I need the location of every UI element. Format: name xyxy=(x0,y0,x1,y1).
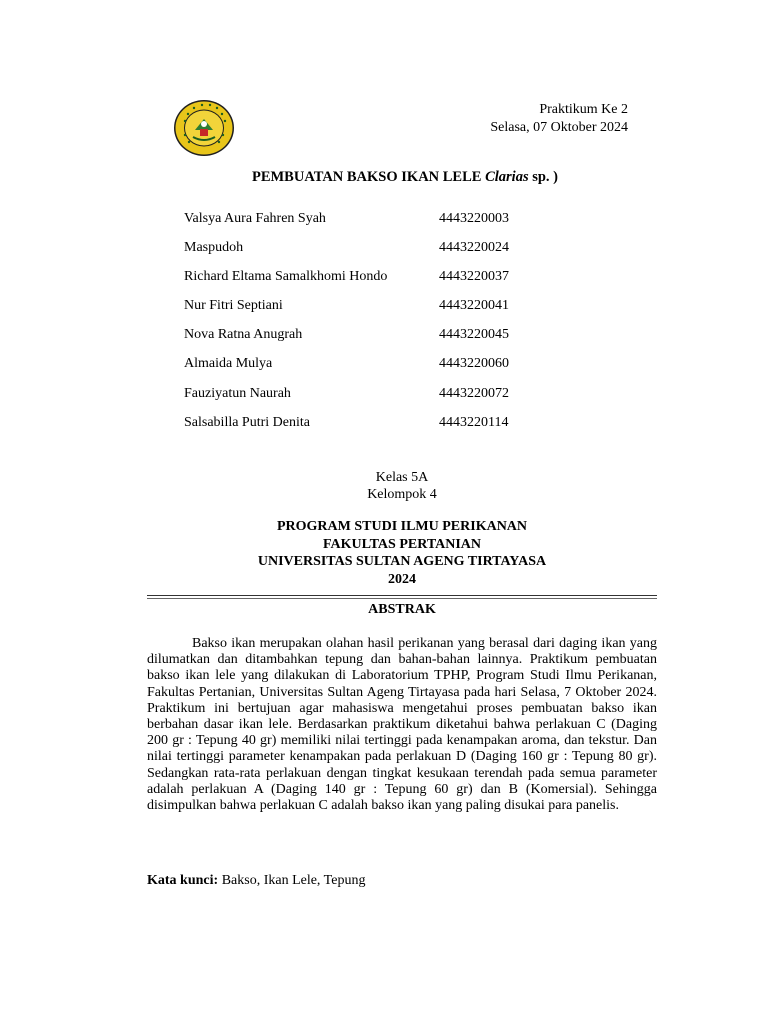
class-info xyxy=(0,469,768,503)
member-nim: 4443220037 xyxy=(439,269,509,285)
member-nim: 4443220045 xyxy=(439,327,509,343)
member-nim: 4443220024 xyxy=(439,240,509,256)
abstract-heading: ABSTRAK xyxy=(368,602,436,617)
title-species: Clarias xyxy=(485,169,529,185)
divider-top xyxy=(147,595,657,596)
institution-block xyxy=(0,518,768,588)
practicum-date: Selasa, 07 Oktober 2024 xyxy=(490,120,628,135)
member-name: Nur Fitri Septiani xyxy=(184,298,283,314)
program-name: PROGRAM STUDI ILMU PERIKANAN xyxy=(276,519,528,534)
university-name: UNIVERSITAS SULTAN AGENG TIRTAYASA xyxy=(257,554,547,569)
member-name: Almaida Mulya xyxy=(184,356,273,372)
abstract-text: Bakso ikan merupakan olahan hasil perikanan yang berasal dari daging ikan yang dilumatkan dan ditambahkan tepung dan bahan-bahan lainnya. Praktikum pembuatan bakso ikan lele yang dilakukan di Laboratorium TPHP, Program Studi Ilmu Perikanan, Fakultas Pertanian, Universitas Sultan Ageng Tirtayasa pada hari Selasa, 7 Oktober 2024. Praktikum ini bertujuan agar mahasiswa mengetahui proses pembuatan bakso ikan berbahan dasar ikan lele. Berdasarkan praktikum diketahui bahwa perlakuan C (Daging 200 gr : Tepung 40 gr) memiliki nilai tertinggi pada kenampakan aroma, dan tekstur. Dan nilai tertinggi parameter kenampakan pada perlakuan D (Daging 160 gr : Tepung 80 gr). Sedangkan rata-rata perlakuan dengan tingkat kesukaan terendah pada semua parameter adalah perlakuan A (Daging 140 gr : Tepung 60 gr) dan B (Komersial). Sehingga disimpulkan bahwa perlakuan C adalah bakso ikan yang paling disukai para panelis. xyxy=(147,636,657,814)
member-nim: 4443220060 xyxy=(439,356,509,372)
member-name: Fauziyatun Naurah xyxy=(184,385,291,401)
keywords-value: Bakso, Ikan Lele, Tepung xyxy=(218,873,366,888)
keywords-line xyxy=(147,873,365,889)
member-nim: 4443220114 xyxy=(439,414,509,430)
practicum-header xyxy=(490,101,628,137)
keywords-label: Kata kunci: xyxy=(147,873,219,888)
class-label: Kelas 5A xyxy=(375,470,429,485)
title-main: PEMBUATAN BAKSO IKAN LELE xyxy=(251,169,486,185)
member-nim: 4443220003 xyxy=(439,211,509,226)
practicum-number: Praktikum Ke 2 xyxy=(539,102,628,117)
year-label: 2024 xyxy=(388,571,416,587)
faculty-name: FAKULTAS PERTANIAN xyxy=(322,536,482,552)
member-name: Valsya Aura Fahren Syah xyxy=(184,211,326,226)
abstract-paragraph xyxy=(147,636,657,814)
group-label: Kelompok 4 xyxy=(367,487,437,502)
member-name: Salsabilla Putri Denita xyxy=(184,414,310,430)
member-name: Nova Ratna Anugrah xyxy=(184,327,303,343)
divider-bottom xyxy=(147,598,657,599)
member-name: Maspudoh xyxy=(184,240,244,256)
university-seal-logo xyxy=(173,99,235,157)
member-name: Richard Eltama Samalkhomi Hondo xyxy=(184,269,388,285)
member-nim: 4443220072 xyxy=(439,385,509,401)
member-nim: 4443220041 xyxy=(439,298,509,314)
document-title xyxy=(0,169,768,186)
title-suffix: sp. ) xyxy=(528,169,559,185)
